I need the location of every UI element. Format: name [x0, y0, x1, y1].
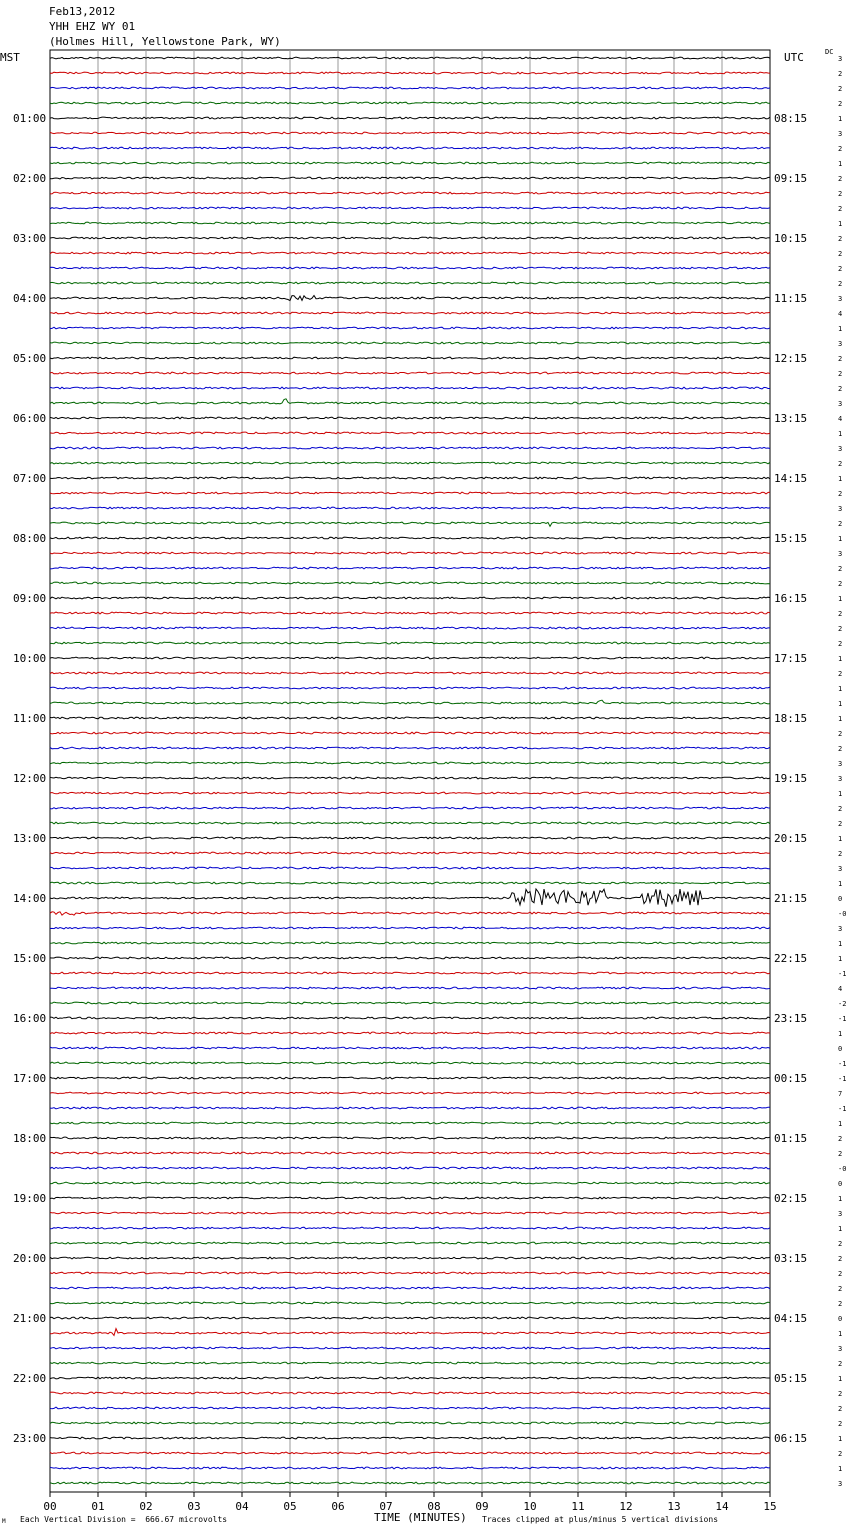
station-location: (Holmes Hill, Yellowstone Park, WY) — [49, 35, 281, 48]
dc-offset-value: 1 — [838, 700, 843, 708]
seismic-trace — [50, 147, 770, 149]
dc-offset-value: 2 — [838, 1450, 843, 1458]
right-timezone-label: UTC — [784, 51, 804, 64]
dc-offset-value: 1 — [838, 160, 843, 168]
x-tick-label: 10 — [523, 1500, 537, 1513]
dc-offset-value: 1 — [838, 1435, 843, 1443]
dc-offset-value: 1 — [838, 1375, 843, 1383]
dc-offset-value: 2 — [838, 640, 843, 648]
dc-offset-value: 3 — [838, 1345, 843, 1353]
seismic-trace — [50, 657, 770, 659]
dc-offset-value: 2 — [838, 85, 843, 93]
seismic-trace — [50, 627, 770, 629]
dc-offset-value: 2 — [838, 670, 843, 678]
left-hour-label: 02:00 — [13, 172, 47, 185]
dc-offset-value: 2 — [838, 490, 843, 498]
right-hour-label: 04:15 — [774, 1312, 808, 1325]
left-hour-label: 18:00 — [13, 1132, 47, 1145]
dc-offset-value: 2 — [838, 1135, 843, 1143]
dc-offset-value: 3 — [838, 1480, 843, 1488]
right-hour-label: 12:15 — [774, 352, 808, 365]
right-hour-label: 22:15 — [774, 952, 808, 965]
seismic-trace — [50, 717, 770, 719]
seismic-trace — [50, 342, 770, 344]
seismic-trace — [50, 1182, 770, 1184]
seismic-trace — [50, 1167, 770, 1169]
seismic-trace — [50, 522, 770, 526]
dc-offset-value: 2 — [838, 370, 843, 378]
seismic-trace — [50, 1317, 770, 1319]
dc-offset-value: 2 — [838, 175, 843, 183]
dc-offset-value: 1 — [838, 685, 843, 693]
left-hour-label: 20:00 — [13, 1252, 47, 1265]
dc-offset-value: 2 — [838, 745, 843, 753]
dc-offset-value: 1 — [838, 940, 843, 948]
x-tick-label: 01 — [91, 1500, 105, 1513]
dc-offset-value: 3 — [838, 295, 843, 303]
seismic-trace — [50, 399, 770, 404]
seismic-trace — [50, 507, 770, 509]
dc-offset-value: 2 — [838, 205, 843, 213]
dc-offset-value: 1 — [838, 1120, 843, 1128]
left-hour-label: 03:00 — [13, 232, 47, 245]
dc-offset-value: 3 — [838, 130, 843, 138]
dc-offset-value: 2 — [838, 820, 843, 828]
plot-frame — [50, 50, 770, 1492]
dc-offset-value: 2 — [838, 1405, 843, 1413]
dc-offset-value: -2 — [838, 1000, 847, 1008]
left-hour-label: 16:00 — [13, 1012, 47, 1025]
left-hour-label: 19:00 — [13, 1192, 47, 1205]
dc-offset-value: 1 — [838, 1465, 843, 1473]
x-tick-label: 00 — [43, 1500, 57, 1513]
seismic-trace — [50, 807, 770, 809]
dc-offset-value: 2 — [838, 265, 843, 273]
dc-offset-value: 2 — [838, 70, 843, 78]
right-hour-label: 08:15 — [774, 112, 808, 125]
seismic-trace — [50, 492, 770, 494]
x-tick-label: 05 — [283, 1500, 297, 1513]
left-hour-label: 05:00 — [13, 352, 47, 365]
dc-offset-value: 2 — [838, 625, 843, 633]
x-tick-label: 07 — [379, 1500, 393, 1513]
dc-offset-value: -1 — [838, 1015, 847, 1023]
x-tick-label: 11 — [571, 1500, 585, 1513]
dc-offset-value: 1 — [838, 325, 843, 333]
seismic-trace — [50, 912, 770, 915]
seismic-trace — [50, 1137, 770, 1139]
left-hour-label: 15:00 — [13, 952, 47, 965]
seismic-trace — [50, 889, 770, 907]
dc-offset-value: 3 — [838, 925, 843, 933]
x-tick-label: 02 — [139, 1500, 153, 1513]
seismic-trace — [50, 762, 770, 764]
seismic-trace — [50, 537, 770, 539]
dc-offset-value: 1 — [838, 475, 843, 483]
seismic-trace — [50, 132, 770, 134]
left-hour-label: 01:00 — [13, 112, 47, 125]
dc-offset-value: 2 — [838, 385, 843, 393]
seismic-trace — [50, 462, 770, 464]
dc-offset-value: 2 — [838, 1255, 843, 1263]
seismic-trace — [50, 192, 770, 194]
dc-offset-value: -1 — [838, 1060, 847, 1068]
x-axis-label: TIME (MINUTES) — [374, 1511, 467, 1524]
right-hour-label: 19:15 — [774, 772, 808, 785]
dc-offset-value: 7 — [838, 1090, 843, 1098]
seismic-trace — [50, 237, 770, 239]
left-hour-label: 06:00 — [13, 412, 47, 425]
dc-offset-value: 1 — [838, 715, 843, 723]
dc-offset-value: -1 — [838, 1075, 847, 1083]
left-hour-label: 07:00 — [13, 472, 47, 485]
left-timezone-label: MST — [0, 51, 20, 64]
seismic-trace — [50, 867, 770, 869]
left-hour-label: 21:00 — [13, 1312, 47, 1325]
dc-offset-value: 4 — [838, 310, 843, 318]
right-hour-label: 20:15 — [774, 832, 808, 845]
dc-offset-value: 1 — [838, 655, 843, 663]
seismic-trace — [50, 687, 770, 689]
left-hour-label: 17:00 — [13, 1072, 47, 1085]
x-tick-label: 03 — [187, 1500, 201, 1513]
right-hour-label: 15:15 — [774, 532, 808, 545]
seismic-trace — [50, 597, 770, 599]
seismic-trace — [50, 57, 770, 59]
seismic-trace — [50, 1347, 770, 1349]
dc-offset-value: 4 — [838, 415, 843, 423]
dc-offset-value: 2 — [838, 580, 843, 588]
left-hour-label: 04:00 — [13, 292, 47, 305]
right-hour-label: 09:15 — [774, 172, 808, 185]
dc-offset-value: 2 — [838, 805, 843, 813]
dc-offset-value: 1 — [838, 880, 843, 888]
right-hour-label: 00:15 — [774, 1072, 808, 1085]
dc-offset-value: -0 — [838, 1165, 847, 1173]
seismic-trace — [50, 477, 770, 479]
seismic-trace — [50, 372, 770, 374]
right-hour-label: 03:15 — [774, 1252, 808, 1265]
seismic-trace — [50, 1032, 770, 1034]
chart-date: Feb13,2012 — [49, 5, 116, 18]
dc-offset-value: 2 — [838, 100, 843, 108]
seismic-trace — [50, 747, 770, 749]
seismic-trace — [50, 1077, 770, 1079]
dc-offset-value: 1 — [838, 535, 843, 543]
seismic-trace — [50, 1257, 770, 1259]
left-hour-label: 10:00 — [13, 652, 47, 665]
seismic-trace — [50, 162, 770, 164]
dc-offset-value: -0 — [838, 910, 847, 918]
left-hour-label: 11:00 — [13, 712, 47, 725]
seismic-trace — [50, 1302, 770, 1304]
seismic-trace — [50, 327, 770, 329]
seismic-trace — [50, 1362, 770, 1364]
dc-offset-value: 2 — [838, 355, 843, 363]
left-hour-label: 14:00 — [13, 892, 47, 905]
x-tick-label: 12 — [619, 1500, 633, 1513]
x-tick-label: 06 — [331, 1500, 345, 1513]
seismic-trace — [50, 1017, 770, 1019]
dc-offset-value: -1 — [838, 970, 847, 978]
seismic-trace — [50, 612, 770, 614]
right-hour-label: 18:15 — [774, 712, 808, 725]
dc-offset-value: 2 — [838, 145, 843, 153]
dc-offset-value: 2 — [838, 610, 843, 618]
dc-offset-value: 1 — [838, 430, 843, 438]
right-hour-label: 17:15 — [774, 652, 808, 665]
seismic-trace — [50, 927, 770, 929]
seismic-trace — [50, 837, 770, 839]
dc-offset-value: 2 — [838, 850, 843, 858]
dc-offset-value: 0 — [838, 1315, 843, 1323]
x-tick-label: 13 — [667, 1500, 681, 1513]
seismic-trace — [50, 1002, 770, 1004]
seismic-trace — [50, 972, 770, 974]
seismic-trace — [50, 417, 770, 419]
dc-offset-value: 0 — [838, 895, 843, 903]
dc-offset-value: 1 — [838, 790, 843, 798]
dc-offset-value: 2 — [838, 1240, 843, 1248]
seismic-trace — [50, 957, 770, 959]
seismic-trace — [50, 267, 770, 269]
seismic-trace — [50, 672, 770, 674]
seismic-trace — [50, 1062, 770, 1064]
left-hour-label: 23:00 — [13, 1432, 47, 1445]
station-code: YHH EHZ WY 01 — [49, 20, 136, 33]
right-hour-label: 16:15 — [774, 592, 808, 605]
seismic-trace — [50, 1377, 770, 1379]
seismic-trace — [50, 552, 770, 554]
dc-offset-value: -1 — [838, 1105, 847, 1113]
dc-offset-value: 4 — [838, 985, 843, 993]
seismic-trace — [50, 1047, 770, 1049]
right-hour-label: 13:15 — [774, 412, 808, 425]
dc-offset-value: 3 — [838, 760, 843, 768]
dc-offset-value: 2 — [838, 280, 843, 288]
dc-offset-value: 3 — [838, 775, 843, 783]
x-tick-label: 14 — [715, 1500, 729, 1513]
seismic-trace — [50, 312, 770, 314]
seismic-trace — [50, 72, 770, 74]
seismic-trace — [50, 447, 770, 449]
dc-offset-value: 0 — [838, 1045, 843, 1053]
dc-offset-value: 3 — [838, 400, 843, 408]
dc-offset-value: 2 — [838, 1150, 843, 1158]
seismic-trace — [50, 1452, 770, 1454]
seismic-trace — [50, 177, 770, 179]
seismic-trace — [50, 1329, 770, 1336]
left-hour-label: 12:00 — [13, 772, 47, 785]
right-hour-label: 02:15 — [774, 1192, 808, 1205]
seismic-trace — [50, 296, 770, 301]
dc-offset-value: 2 — [838, 460, 843, 468]
footer-mark: M — [2, 1518, 6, 1525]
seismic-trace — [50, 1392, 770, 1394]
dc-offset-value: 2 — [838, 1285, 843, 1293]
dc-offset-value: 1 — [838, 835, 843, 843]
dc-offset-value: 2 — [838, 565, 843, 573]
seismic-trace — [50, 87, 770, 89]
right-hour-label: 11:15 — [774, 292, 808, 305]
dc-offset-value: 1 — [838, 1225, 843, 1233]
seismic-trace — [50, 1107, 770, 1109]
dc-offset-value: 3 — [838, 865, 843, 873]
seismic-trace — [50, 432, 770, 434]
seismic-trace — [50, 1197, 770, 1199]
seismic-trace — [50, 117, 770, 119]
dc-offset-value: 2 — [838, 1420, 843, 1428]
dc-offset-value: 1 — [838, 955, 843, 963]
dc-offset-value: 2 — [838, 235, 843, 243]
seismic-trace — [50, 252, 770, 254]
seismic-trace — [50, 1467, 770, 1469]
seismic-trace — [50, 102, 770, 104]
footer-clip-note: Traces clipped at plus/minus 5 vertical divisions — [482, 1515, 719, 1524]
dc-offset-value: 2 — [838, 1270, 843, 1278]
seismic-trace — [50, 1422, 770, 1424]
left-hour-label: 08:00 — [13, 532, 47, 545]
seismic-trace — [50, 582, 770, 584]
x-tick-label: 09 — [475, 1500, 489, 1513]
seismic-trace — [50, 222, 770, 224]
seismic-trace — [50, 987, 770, 989]
dc-offset-value: 1 — [838, 1195, 843, 1203]
seismic-trace — [50, 792, 770, 794]
dc-offset-value: 1 — [838, 595, 843, 603]
right-hour-label: 23:15 — [774, 1012, 808, 1025]
seismic-trace — [50, 852, 770, 854]
right-hour-label: 05:15 — [774, 1372, 808, 1385]
x-tick-label: 08 — [427, 1500, 441, 1513]
dc-offset-value: 1 — [838, 1030, 843, 1038]
x-tick-label: 15 — [763, 1500, 777, 1513]
dc-offset-value: 2 — [838, 730, 843, 738]
dc-offset-value: 0 — [838, 1180, 843, 1188]
right-hour-label: 06:15 — [774, 1432, 808, 1445]
seismic-trace — [50, 1212, 770, 1214]
seismic-trace — [50, 207, 770, 209]
seismic-trace — [50, 642, 770, 644]
seismic-trace — [50, 822, 770, 824]
seismic-trace — [50, 1407, 770, 1409]
left-hour-label: 09:00 — [13, 592, 47, 605]
seismic-trace — [50, 1482, 770, 1484]
right-hour-label: 10:15 — [774, 232, 808, 245]
seismic-trace — [50, 777, 770, 779]
seismic-trace — [50, 567, 770, 569]
seismic-trace — [50, 387, 770, 389]
dc-offset-value: 2 — [838, 520, 843, 528]
seismic-trace — [50, 1122, 770, 1124]
dc-offset-value: 2 — [838, 250, 843, 258]
seismic-trace — [50, 1272, 770, 1274]
left-hour-label: 22:00 — [13, 1372, 47, 1385]
seismic-trace — [50, 1242, 770, 1244]
dc-offset-value: 1 — [838, 115, 843, 123]
right-hour-label: 01:15 — [774, 1132, 808, 1145]
dc-offset-value: 2 — [838, 1300, 843, 1308]
dc-offset-value: 3 — [838, 505, 843, 513]
left-hour-label: 13:00 — [13, 832, 47, 845]
seismic-trace — [50, 282, 770, 284]
dc-offset-value: 2 — [838, 190, 843, 198]
dc-offset-value: 1 — [838, 1330, 843, 1338]
footer-scale-note: Each Vertical Division = 666.67 microvolts — [20, 1515, 228, 1524]
seismic-trace — [50, 357, 770, 359]
seismic-trace — [50, 732, 770, 734]
dc-offset-value: 3 — [838, 550, 843, 558]
dc-offset-value: 3 — [838, 340, 843, 348]
right-hour-label: 21:15 — [774, 892, 808, 905]
dc-offset-header: DC — [825, 48, 834, 56]
seismic-trace — [50, 1227, 770, 1229]
dc-offset-value: 1 — [838, 220, 843, 228]
x-tick-label: 04 — [235, 1500, 249, 1513]
dc-offset-value: 3 — [838, 55, 843, 63]
right-hour-label: 14:15 — [774, 472, 808, 485]
seismic-trace — [50, 1287, 770, 1289]
dc-offset-value: 3 — [838, 1210, 843, 1218]
seismic-trace — [50, 1437, 770, 1439]
dc-offset-value: 2 — [838, 1360, 843, 1368]
seismic-trace — [50, 1152, 770, 1154]
seismic-trace — [50, 700, 770, 704]
seismic-trace — [50, 1092, 770, 1094]
seismic-trace — [50, 882, 770, 884]
dc-offset-value: 3 — [838, 445, 843, 453]
dc-offset-value: 2 — [838, 1390, 843, 1398]
seismic-trace — [50, 942, 770, 944]
